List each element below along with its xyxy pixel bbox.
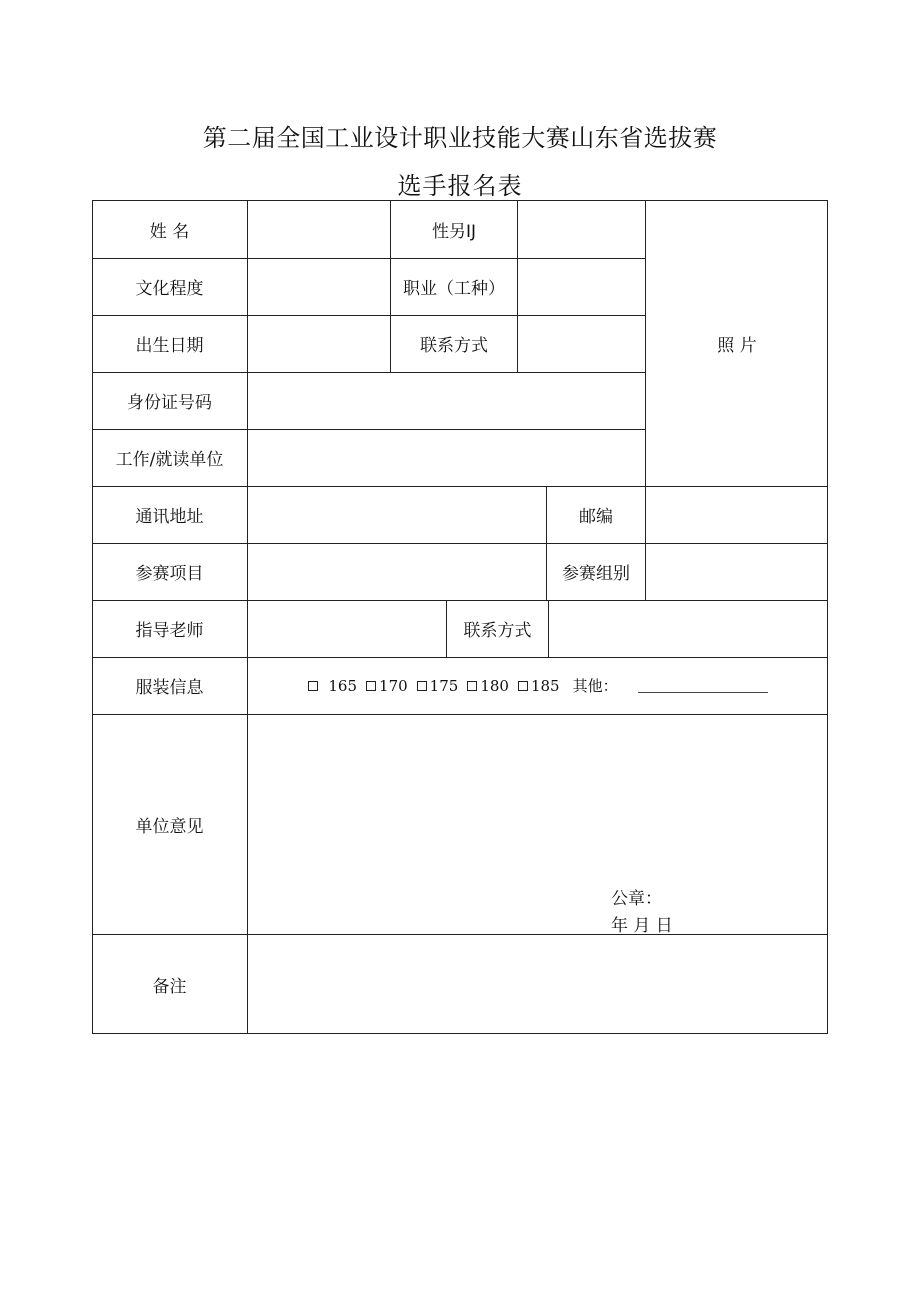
birthdate-label: 出生日期: [135, 336, 204, 356]
mentor-contact-label: 联系方式: [463, 621, 532, 641]
contact-field[interactable]: [518, 316, 645, 372]
name-field[interactable]: [248, 201, 390, 258]
workplace-field[interactable]: [248, 430, 645, 486]
clothing-options: [248, 657, 828, 714]
id-number-label: 身份证号码: [127, 393, 212, 413]
clothing-option-label: 165: [328, 676, 358, 695]
postcode-field[interactable]: [646, 487, 828, 543]
clothing-other-label: 其他：: [572, 677, 618, 695]
date-label: 年 月 日: [611, 916, 673, 936]
mentor-contact-field[interactable]: [549, 601, 828, 657]
checkbox-icon[interactable]: [366, 681, 376, 691]
clothing-option-label: 180: [480, 676, 509, 695]
clothing-option[interactable]: [417, 677, 459, 695]
mentor-field[interactable]: [248, 601, 446, 657]
postcode-label: 邮编: [579, 507, 613, 527]
clothing-option[interactable]: [366, 677, 408, 695]
name-label: 姓 名: [149, 221, 190, 242]
remarks-label: 备注: [152, 976, 187, 997]
unit-opinion-field[interactable]: [248, 715, 828, 875]
group-field[interactable]: [646, 544, 828, 600]
form-title: 第二届全国工业设计职业技能大赛山东省选拔赛: [202, 124, 718, 152]
education-label: 文化程度: [135, 279, 204, 299]
workplace-label: 工作/就读单位: [115, 450, 224, 470]
clothing-option[interactable]: [518, 677, 560, 695]
address-label: 通讯地址: [135, 507, 204, 527]
seal-label: 公章：: [611, 889, 662, 909]
checkbox-icon[interactable]: [308, 681, 318, 691]
address-field[interactable]: [248, 487, 546, 543]
checkbox-icon[interactable]: [417, 681, 427, 691]
occupation-label: 职业（工种）: [403, 279, 505, 299]
clothing-option[interactable]: [467, 677, 509, 695]
form-subtitle: 选手报名表: [397, 172, 523, 200]
clothing-option-label: 185: [530, 676, 560, 695]
education-field[interactable]: [248, 259, 390, 315]
clothing-option-label: 175: [429, 676, 459, 695]
birthdate-field[interactable]: [248, 316, 390, 372]
unit-opinion-label: 单位意见: [135, 816, 204, 837]
photo-box[interactable]: 照 片: [717, 335, 757, 356]
mentor-label: 指导老师: [135, 621, 204, 641]
gender-field[interactable]: [518, 201, 645, 258]
clothing-option[interactable]: [308, 677, 357, 695]
gender-label: 性另IJ: [431, 221, 477, 242]
clothing-other-field[interactable]: [638, 678, 768, 693]
clothing-label: 服装信息: [135, 678, 204, 698]
clothing-option-label: 170: [379, 676, 408, 695]
checkbox-icon[interactable]: [518, 681, 528, 691]
event-label: 参赛项目: [135, 564, 204, 584]
checkbox-icon[interactable]: [467, 681, 477, 691]
contact-label: 联系方式: [420, 336, 488, 356]
group-label: 参赛组别: [562, 564, 630, 584]
remarks-field[interactable]: [248, 935, 828, 1033]
id-number-field[interactable]: [248, 373, 645, 429]
event-field[interactable]: [248, 544, 546, 600]
occupation-field[interactable]: [518, 259, 645, 315]
